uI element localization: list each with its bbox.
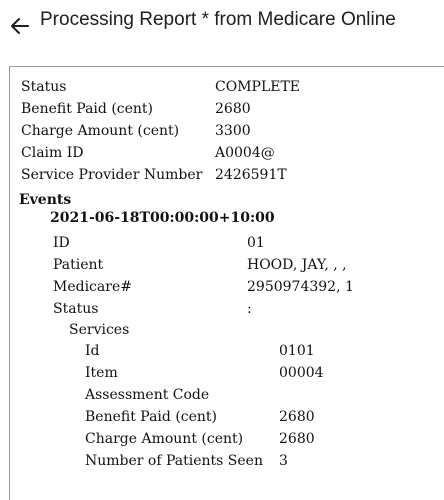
summary-label: Claim ID xyxy=(21,145,84,161)
service-value: 0101 xyxy=(279,343,315,359)
services-heading: Services xyxy=(69,322,130,338)
event-date: 2021-06-18T00:00:00+10:00 xyxy=(50,210,275,226)
back-button[interactable] xyxy=(9,15,31,37)
summary-label: Service Provider Number xyxy=(21,167,203,183)
arrow-left-icon xyxy=(11,18,29,34)
event-label: Patient xyxy=(53,257,104,273)
service-label: Assessment Code xyxy=(85,387,210,403)
summary-label: Status xyxy=(21,79,67,95)
summary-value: COMPLETE xyxy=(215,79,301,95)
summary-value: 2426591T xyxy=(215,167,287,183)
service-value: 2680 xyxy=(279,409,315,425)
event-value: 01 xyxy=(247,235,265,251)
service-label: Benefit Paid (cent) xyxy=(85,409,218,425)
service-value: 00004 xyxy=(279,365,324,381)
service-label: Id xyxy=(85,343,100,359)
app-header xyxy=(0,0,444,48)
events-heading: Events xyxy=(19,192,72,208)
event-label: Status xyxy=(53,301,99,317)
service-label: Charge Amount (cent) xyxy=(85,431,244,447)
summary-value: A0004@ xyxy=(215,145,275,161)
event-label: ID xyxy=(53,235,70,251)
event-label: Medicare# xyxy=(53,279,132,295)
event-value: HOOD, JAY, , , xyxy=(247,257,347,273)
service-label: Number of Patients Seen xyxy=(85,453,263,469)
summary-value: 3300 xyxy=(215,123,251,139)
service-value: 3 xyxy=(279,453,288,469)
summary-label: Charge Amount (cent) xyxy=(21,123,180,139)
service-label: Item xyxy=(85,365,118,381)
service-value: 2680 xyxy=(279,431,315,447)
page-title: Processing Report * from Medicare Online xyxy=(40,9,396,30)
event-value: 2950974392, 1 xyxy=(247,279,354,295)
event-value: : xyxy=(247,301,252,317)
report-panel xyxy=(9,66,444,500)
summary-label: Benefit Paid (cent) xyxy=(21,101,154,117)
summary-value: 2680 xyxy=(215,101,251,117)
